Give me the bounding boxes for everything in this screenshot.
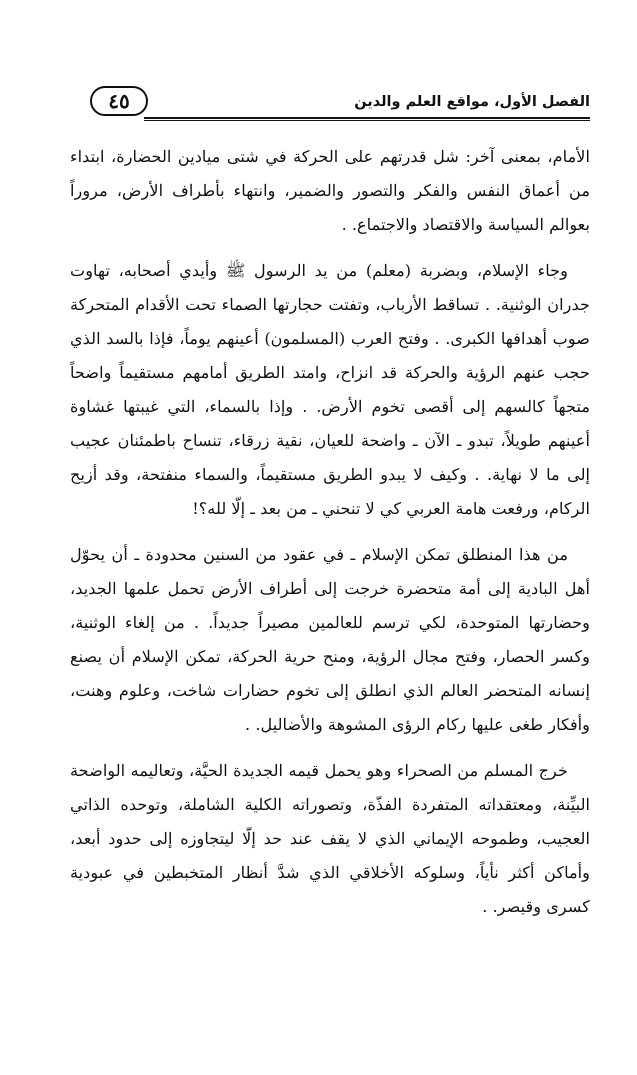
page-number-badge (90, 86, 148, 116)
paragraph: الأمام، بمعنى آخر: شل قدرتهم على الحركة في شتى ميادين الحضارة، ابتداء من أعماق النفس والفكر والتصور والضمير، وانتهاء بأطراف الأرض، مروراً بعوالم السياسة والاقتصاد والاجتماع. . (70, 147, 590, 234)
paragraph: خرج المسلم من الصحراء وهو يحمل قيمه الجديدة الحيَّة، وتعاليمه الواضحة البيِّنة، ومعتقداته المتفردة الفذّة، وتصوراته الكلية الشاملة، وتوحده الذاتي العجيب، وطموحه الإيماني الذي لا يقف عند حد إلّا ليتجاوزه إلى حدود أبعد، وأماكن أكثر نأياً، وسلوكه الأخلاقي الذي شدَّ أنظار المتخبطين في عبودية كسرى وقيصر. . (70, 761, 590, 916)
header-rule-thin (144, 120, 590, 121)
header-rule (144, 117, 590, 119)
running-head: الفصل الأول، مواقع العلم والدين (354, 94, 590, 110)
paragraph: وجاء الإسلام، وبضربة (معلم) من يد الرسول ﷺ وأيدي أصحابه، تهاوت جدران الوثنية. . تساقط الأرباب، وتفتت حجارتها الصماء تحت الأقدام المتحركة صوب أهدافها الكبرى. . وفتح العرب (المسلمون) أعينهم يوماً، فإذا بالسد الذي حجب عنهم الرؤية والحركة قد انزاح، وامتد الطريق أمامهم مستقيماً واضحاً متجهاً كالسهم إلى أقصى تخوم الأرض. . وإذا بالسماء، التي غيبتها غشاوة أعينهم طويلاً، تبدو ـ الآن ـ واضحة للعيان، نقية زرقاء، تنساح باطمئنان عجيب إلى ما لا نهاية. . وكيف لا يبدو الطريق مستقيماً، والسماء منفتحة، وقد أزيح الركام، ورفعت هامة العربي كي لا تنحني ـ من بعد ـ إلّا لله؟! (70, 261, 590, 518)
body-text (70, 140, 590, 936)
paragraph: من هذا المنطلق تمكن الإسلام ـ في عقود من السنين محدودة ـ أن يحوّل أهل البادية إلى أمة متحضرة خرجت إلى أطراف الأرض تحمل علمها الجديد، وحضارتها المتوحدة، لكي ترسم للعالمين مصيراً جديداً. . من إلغاء الوثنية، وكسر الحصار، وفتح مجال الرؤية، ومنح حرية الحركة، تمكن الإسلام أن يصنع إنسانه المتحضر العالم الذي انطلق إلى تخوم حضارات شاخت، وعلوم وهنت، وأفكار طغى عليها ركام الرؤى المشوهة والأضاليل. . (70, 545, 590, 734)
page-number: ٤٥ (108, 89, 130, 113)
page-header (70, 82, 590, 120)
